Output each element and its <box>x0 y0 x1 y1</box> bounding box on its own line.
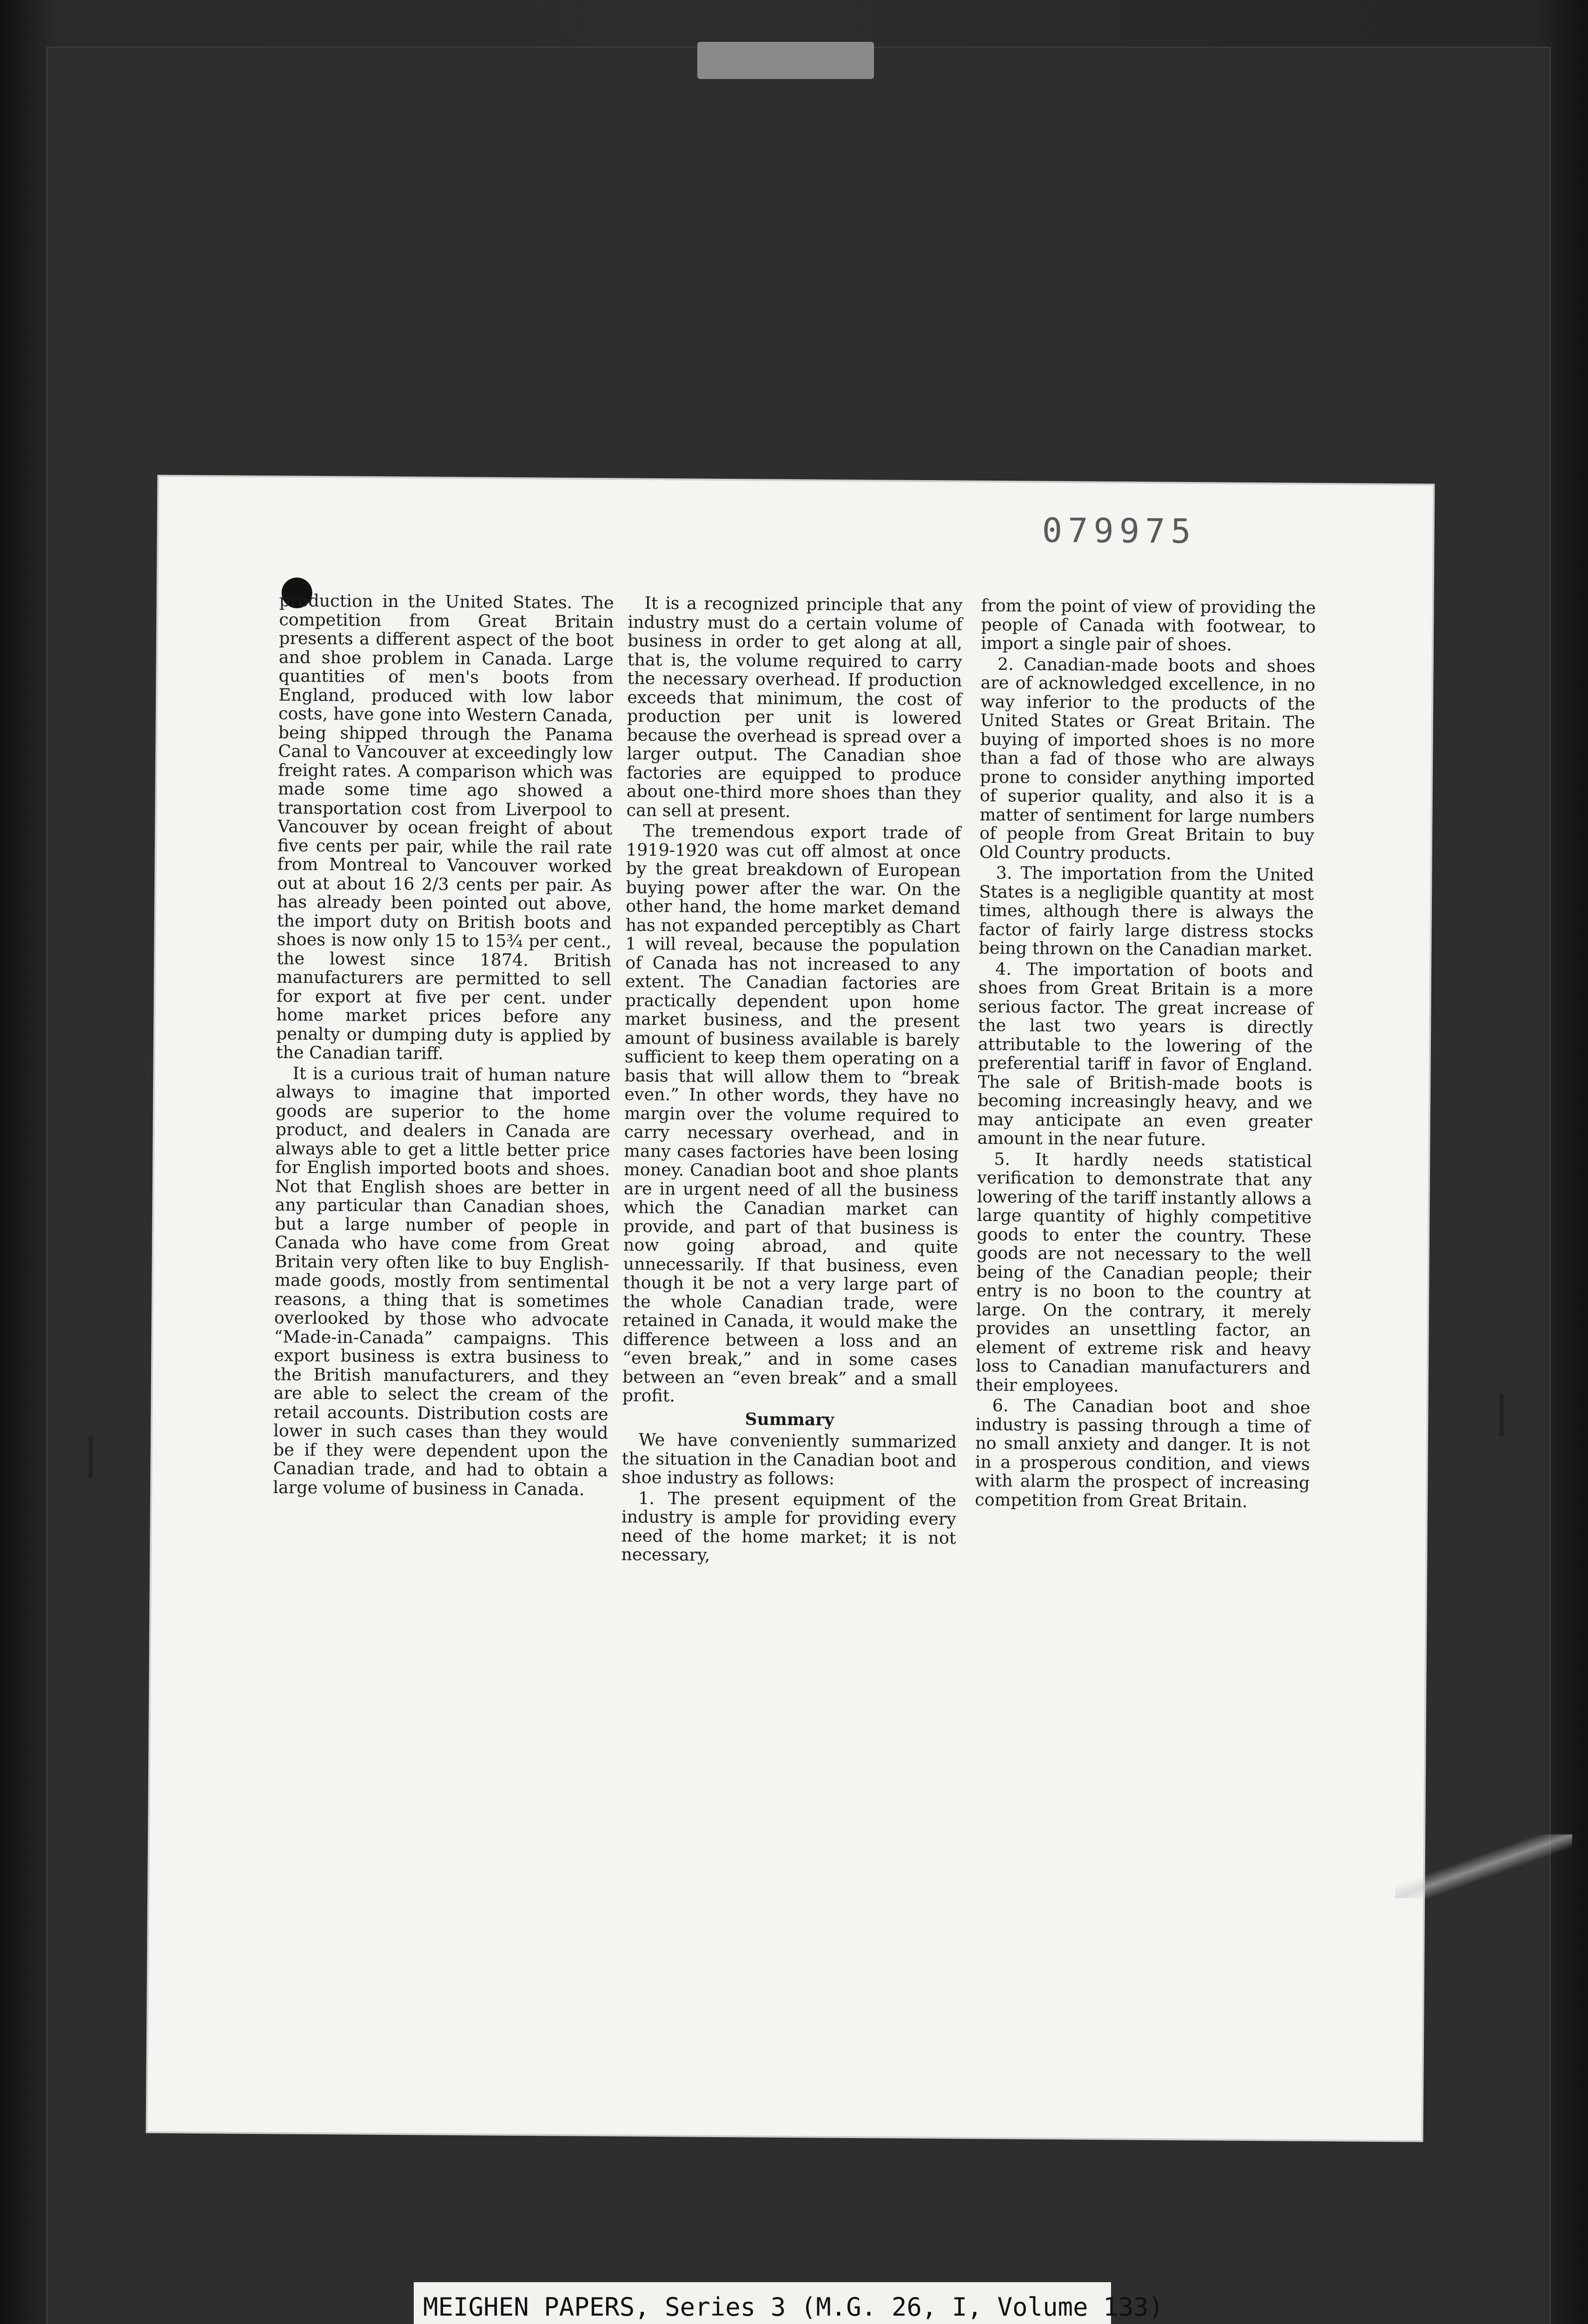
paragraph: It is a recognized principle that any industry must do a certain volume of business in order to get along at all, that is, the volume required to carry the necessary overhead. If production exceeds that minimum, the cost of production per unit is lowered because the overhead is spread over a larger output. The Canadian shoe factories are equipped to produce about one-third more shoes than they can sell at present. <box>626 593 963 821</box>
document-number: 079975 <box>1042 510 1197 551</box>
paragraph: 4. The importation of boots and shoes from Great Britain is a more serious factor. The great increase of the last two years is directly attributable to the lowering of the preferential tariff in favor of England. The sale of British-made boots is becoming increasingly heavy, and we may anticipate an even greater amount in the near future. <box>977 958 1314 1150</box>
paragraph: 5. It hardly needs statistical verification to demonstrate that any lowering of the tariff instantly allows a large quantity of highly competitive goods to enter the country. These goods are not necessary to the well being of the Canadian people; their entry is no boon to the country at large. On the contrary, it merely provides an unsettling factor, an element of extreme risk and heavy loss to Canadian manufacturers and their employees. <box>975 1149 1312 1396</box>
series-label-text: MEIGHEN PAPERS, Series 3 (M.G. 26, I, Volume 133) <box>423 2292 1164 2322</box>
paragraph: 2. Canadian-made boots and shoes are of acknowledged excellence, in no way inferior to the products of the United States or Great Britain. The buying of imported shoes is no more than a fad of those who are always prone to consider anything imported of superior quality, and also it is a matter of sentiment for large numbers of people from Great Britain to buy Old Country products. <box>979 654 1316 864</box>
paragraph: production in the United States. The competition from Great Britain presents a different aspect of the boot and shoe problem in Canada. Large quantities of men's boots from England, produced with low labor costs, have gone into Western Canada, being shipped through the Panama Canal to Vancouver at exceedingly low freight rates. A comparison which was made some time ago showed a transportation cost from Liverpool to Vancouver by ocean freight of about five cents per pair, while the rail rate from Montreal to Vancouver worked out at about 16 2/3 cents per pair. As has already been pointed out above, the import duty on British boots and shoes is now only 15 to 15¾ per cent., the lowest since 1874. British manufacturers are permitted to sell for export at five per cent. under home market prices before any penalty or dumping duty is applied by the Canadian tariff. <box>276 590 614 1063</box>
summary-heading: Summary <box>745 1409 834 1430</box>
paragraph: 3. The importation from the United States is a negligible quantity at most times, although there is always the factor of fairly large distress stocks being thrown on the Canadian market. <box>979 863 1314 960</box>
paragraph: We have conveniently summarized the situation in the Canadian boot and shoe industry as follows: <box>622 1429 957 1489</box>
paragraph: The tremendous export trade of 1919-1920 was cut off almost at once by the great breakdown of European buying power after the war. On the other hand, the home market demand has not expanded perceptibly as Chart 1 will reveal, because the population of Canada has not increased to any extent. The Canadian factories are practically dependent upon home market business, and the present amount of business available is barely sufficient to keep them operating on a basis that will allow them to “break even.” In other words, they have no margin over the volume required to carry necessary overhead, and in many cases factories have been losing money. Canadian boot and shoe plants are in urgent need of all the business which the Canadian market can provide, and part of that business is now going abroad, and quite unnecessarily. If that business, even though it be not a very large part of the whole Canadian trade, were retained in Canada, it would make the difference between a loss and an “even break,” and in some cases between an “even break” and a small profit. <box>622 820 961 1406</box>
paragraph: 6. The Canadian boot and shoe industry is passing through a time of no small anxiety and danger. It is not in a prosperous condition, and views with alarm the prospect of increasing competition from Great Britain. <box>974 1395 1310 1512</box>
text-column-2 <box>621 594 963 1566</box>
film-scratch <box>88 1436 93 1478</box>
page-fold <box>1395 1833 1572 1900</box>
text-column-3 <box>975 596 1316 1512</box>
paragraph: It is a curious trait of human nature always to imagine that imported goods are superior to the home product, and dealers in Canada are always able to get a little better price for English imported boots and shoes. Not that English shoes are better in any particular than Canadian shoes, but a large number of people in Canada who have come from Great Britain very often like to buy English-made goods, mostly from sentimental reasons, a thing that is sometimes overlooked by those who advocate “Made-in-Canada” campaigns. This export business is extra business to the British manufacturers, and they are able to select the cream of the retail accounts. Distribution costs are lower in such cases than they would be if they were dependent upon the Canadian trade, and had to obtain a large volume of business in Canada. <box>273 1063 611 1499</box>
paragraph: 1. The present equipment of the industry is ample for providing every need of the home market; it is not necessary, <box>621 1488 957 1565</box>
film-scratch <box>1499 1394 1504 1436</box>
top-clip <box>697 42 874 79</box>
text-column-1 <box>273 591 614 1499</box>
series-label <box>414 2282 1164 2324</box>
paragraph: from the point of view of providing the people of Canada with footwear, to import a single pair of shoes. <box>980 595 1316 655</box>
document-page <box>148 476 1433 2140</box>
